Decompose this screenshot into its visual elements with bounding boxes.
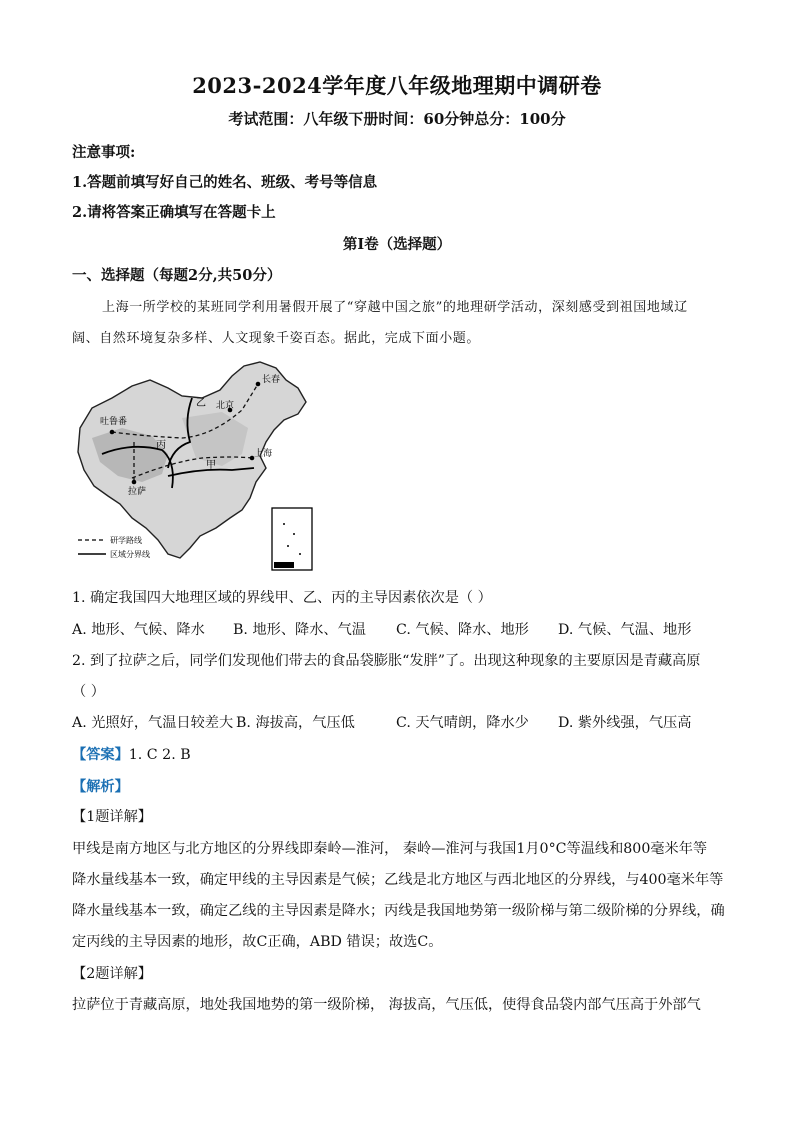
analysis-tag: 【解析】 — [72, 779, 129, 795]
q2-option-a: A. 光照好，气温日较差大 — [72, 715, 234, 731]
label-beijing: 北京 — [216, 401, 235, 411]
q1-option-b: B. 地形、降水、气温 — [233, 622, 366, 638]
q1-option-d: D. 气候、气温、地形 — [558, 622, 692, 638]
part-title: 一、选择题（每题2分,共50分） — [72, 267, 282, 284]
answer-tag: 【答案】 — [72, 747, 129, 763]
china-route-map — [72, 358, 332, 576]
exam-info: 考试范围：八年级下册时间：60分钟总分：100分 — [228, 110, 566, 128]
q2-detail-line-1: 拉萨位于青藏高原，地处我国地势的第一级阶梯， 海拔高，气压低，使得食品袋内部气压高于外部气 — [72, 997, 701, 1013]
question-2-stem: 2. 到了拉萨之后，同学们发现他们带去的食品袋膨胀“发胖”了。出现这种现象的主要原因是青藏高原 — [72, 653, 701, 669]
q1-detail-line-2: 降水量线基本一致，确定甲线的主导因素是气候；乙线是北方地区与西北地区的分界线，与400毫米年等 — [72, 872, 724, 888]
label-yi: 乙 — [196, 398, 206, 409]
q2-option-b: B. 海拔高，气压低 — [236, 715, 355, 731]
q1-option-a: A. 地形、气候、降水 — [72, 622, 205, 638]
south-sea-inset — [272, 508, 312, 570]
label-shanghai: 上海 — [254, 449, 273, 459]
question-1-stem: 1. 确定我国四大地理区域的界线甲、乙、丙的主导因素依次是（ ） — [72, 590, 492, 606]
q2-option-c: C. 天气晴朗，降水少 — [396, 715, 529, 731]
label-bing: 丙 — [156, 440, 166, 451]
q2-detail-tag: 【2题详解】 — [72, 966, 152, 982]
q1-detail-line-4: 定丙线的主导因素的地形，故C正确，ABD 错误；故选C。 — [72, 934, 443, 950]
note-item-2: 2.请将答案正确填写在答题卡上 — [72, 204, 276, 221]
legend-boundary: 区域分界线 — [110, 550, 150, 559]
q1-detail-line-1: 甲线是南方地区与北方地区的分界线即秦岭—淮河， 秦岭—淮河与我国1月0°C等温线和800毫米年等 — [72, 841, 708, 857]
q2-option-d: D. 紫外线强，气压高 — [558, 715, 692, 731]
intro-line-1: 上海一所学校的某班同学利用暑假开展了“穿越中国之旅”的地理研学活动，深刻感受到祖国地域辽 — [102, 300, 688, 315]
answer-row — [72, 744, 191, 764]
note-item-1: 1.答题前填写好自己的姓名、班级、考号等信息 — [72, 174, 378, 191]
question-2-stem-cont: （ ） — [72, 684, 105, 700]
label-changchun: 长春 — [262, 375, 281, 385]
label-tulufan: 吐鲁番 — [100, 417, 128, 427]
answer-text: 1. C 2. B — [128, 747, 191, 763]
q1-detail-tag: 【1题详解】 — [72, 809, 152, 825]
q1-option-c: C. 气候、降水、地形 — [396, 622, 529, 638]
legend-route: 研学路线 — [110, 536, 142, 545]
intro-line-2: 阔、自然环境复杂多样、人文现象千姿百态。据此，完成下面小题。 — [72, 331, 481, 346]
label-lasa: 拉萨 — [128, 487, 147, 497]
q1-detail-line-3: 降水量线基本一致，确定乙线的主导因素是降水；丙线是我国地势第一级阶梯与第二级阶梯的分界线，确 — [72, 903, 725, 919]
page-title: 2023-2024学年度八年级地理期中调研卷 — [192, 73, 602, 98]
notes-heading: 注意事项: — [72, 144, 136, 161]
label-jia: 甲 — [206, 460, 216, 471]
volume-title: 第I卷（选择题） — [342, 236, 452, 253]
